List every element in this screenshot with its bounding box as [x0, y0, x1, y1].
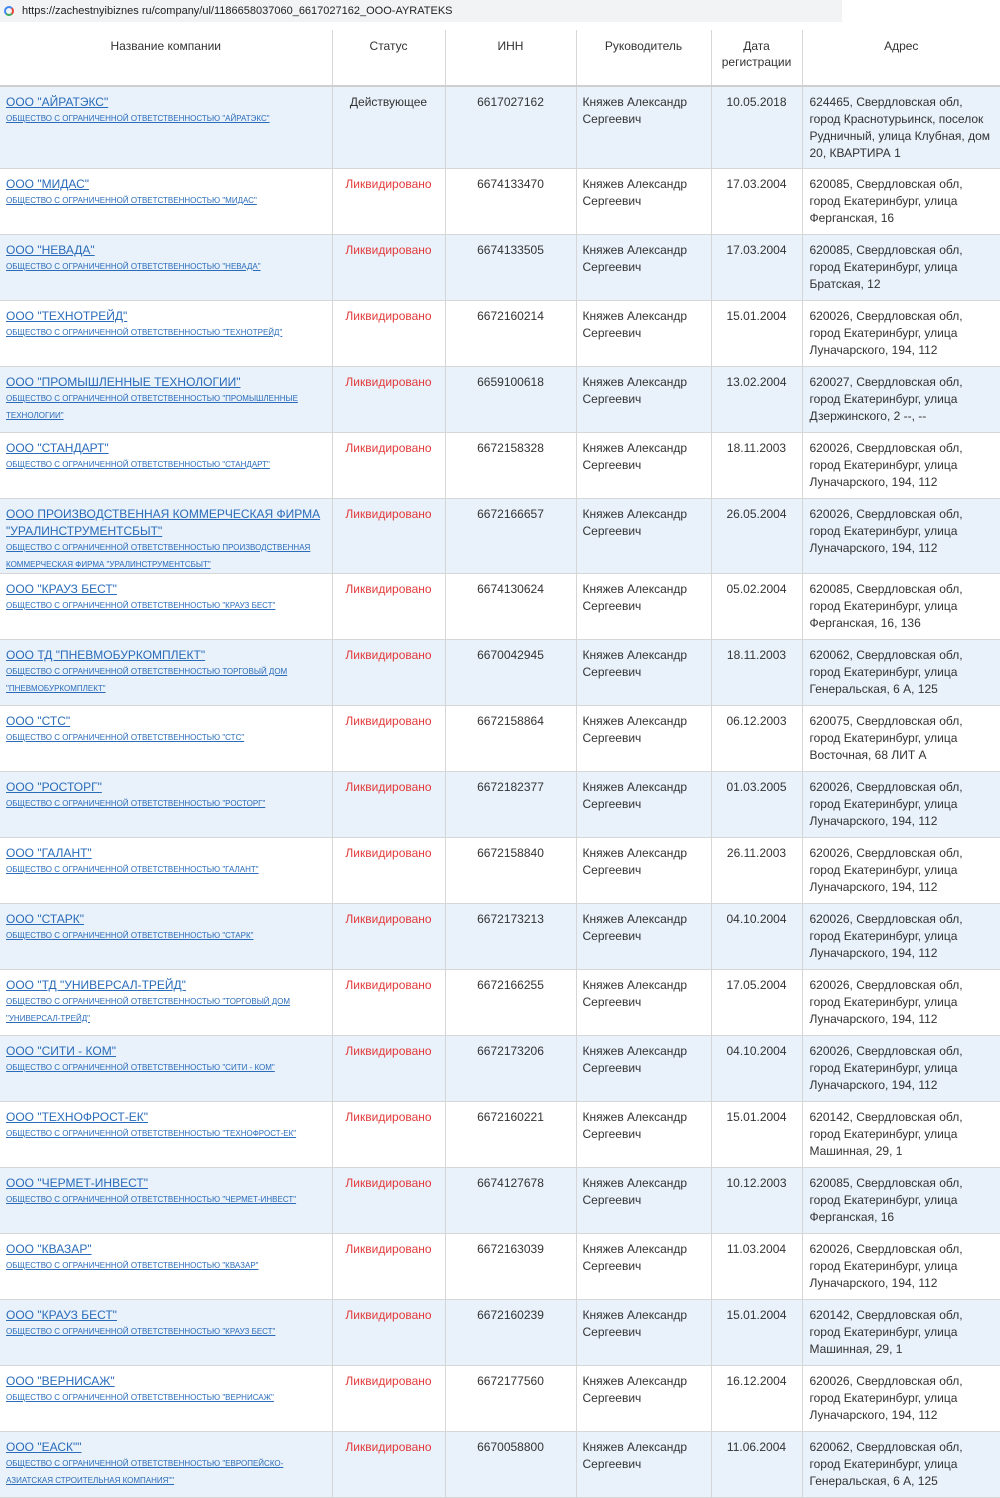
status-cell: Ликвидировано	[332, 838, 445, 904]
company-full-name-link[interactable]: ОБЩЕСТВО С ОГРАНИЧЕННОЙ ОТВЕТСТВЕННОСТЬЮ ПРОИЗВОДСТВЕННАЯ КОММЕРЧЕСКАЯ ФИРМА "УРАЛИНСТРУМЕНТСБЫТ"	[6, 543, 311, 569]
inn-cell: 6670058800	[445, 1432, 576, 1498]
column-header-status: Статус	[332, 30, 445, 86]
inn-cell: 6670042945	[445, 640, 576, 706]
head-cell: Княжев Александр Сергеевич	[576, 169, 711, 235]
status-cell: Ликвидировано	[332, 367, 445, 433]
inn-cell: 6672160214	[445, 301, 576, 367]
company-full-name-link[interactable]: ОБЩЕСТВО С ОГРАНИЧЕННОЙ ОТВЕТСТВЕННОСТЬЮ "МИДАС"	[6, 196, 257, 205]
registration-date-cell: 11.03.2004	[711, 1234, 802, 1300]
company-full-name-link[interactable]: ОБЩЕСТВО С ОГРАНИЧЕННОЙ ОТВЕТСТВЕННОСТЬЮ "ТЕХНОФРОСТ-ЕК"	[6, 1129, 297, 1138]
inn-cell: 6672160221	[445, 1102, 576, 1168]
company-name-cell	[0, 1300, 332, 1366]
company-full-name-link[interactable]: ОБЩЕСТВО С ОГРАНИЧЕННОЙ ОТВЕТСТВЕННОСТЬЮ "СИТИ - КОМ"	[6, 1063, 275, 1072]
company-name-cell	[0, 772, 332, 838]
company-short-name-link[interactable]: ООО "КРАУЗ БЕСТ"	[6, 1308, 117, 1322]
company-short-name-link[interactable]: ООО ПРОИЗВОДСТВЕННАЯ КОММЕРЧЕСКАЯ ФИРМА "УРАЛИНСТРУМЕНТСБЫТ"	[6, 507, 321, 538]
company-full-name-link[interactable]: ОБЩЕСТВО С ОГРАНИЧЕННОЙ ОТВЕТСТВЕННОСТЬЮ "ТЕХНОТРЕЙД"	[6, 328, 283, 337]
company-full-name-link[interactable]: ОБЩЕСТВО С ОГРАНИЧЕННОЙ ОТВЕТСТВЕННОСТЬЮ "КРАУЗ БЕСТ"	[6, 1327, 276, 1336]
head-cell: Княжев Александр Сергеевич	[576, 904, 711, 970]
address-cell: 620085, Свердловская обл, город Екатеринбург, улица Ферганская, 16	[802, 1168, 1000, 1234]
table-row	[0, 772, 1000, 838]
head-cell: Княжев Александр Сергеевич	[576, 574, 711, 640]
inn-cell: 6674130624	[445, 574, 576, 640]
column-header-head: Руководитель	[576, 30, 711, 86]
company-short-name-link[interactable]: ООО "АЙРАТЭКС"	[6, 95, 109, 109]
column-header-inn: ИНН	[445, 30, 576, 86]
inn-cell: 6672173213	[445, 904, 576, 970]
table-row	[0, 169, 1000, 235]
head-cell: Княжев Александр Сергеевич	[576, 1168, 711, 1234]
registration-date-cell: 04.10.2004	[711, 904, 802, 970]
table-row	[0, 1168, 1000, 1234]
inn-cell: 6672173206	[445, 1036, 576, 1102]
table-row	[0, 1234, 1000, 1300]
address-cell: 620085, Свердловская обл, город Екатеринбург, улица Ферганская, 16, 136	[802, 574, 1000, 640]
address-cell: 620142, Свердловская обл, город Екатеринбург, улица Машинная, 29, 1	[802, 1300, 1000, 1366]
company-name-cell	[0, 235, 332, 301]
registration-date-cell: 17.05.2004	[711, 970, 802, 1036]
company-full-name-link[interactable]: ОБЩЕСТВО С ОГРАНИЧЕННОЙ ОТВЕТСТВЕННОСТЬЮ "ЕВРОПЕЙСКО-АЗИАТСКАЯ СТРОИТЕЛЬНАЯ КОМПАНИЯ""	[6, 1459, 284, 1485]
address-cell: 620026, Свердловская обл, город Екатеринбург, улица Луначарского, 194, 112	[802, 970, 1000, 1036]
head-cell: Княжев Александр Сергеевич	[576, 1366, 711, 1432]
company-short-name-link[interactable]: ООО "ТЕХНОФРОСТ-ЕК"	[6, 1110, 148, 1124]
head-cell: Княжев Александр Сергеевич	[576, 1432, 711, 1498]
status-cell: Ликвидировано	[332, 904, 445, 970]
company-name-cell	[0, 970, 332, 1036]
table-row	[0, 970, 1000, 1036]
company-short-name-link[interactable]: ООО "СИТИ - КОМ"	[6, 1044, 116, 1058]
inn-cell: 6674127678	[445, 1168, 576, 1234]
inn-cell: 6672166255	[445, 970, 576, 1036]
registration-date-cell: 17.03.2004	[711, 169, 802, 235]
company-full-name-link[interactable]: ОБЩЕСТВО С ОГРАНИЧЕННОЙ ОТВЕТСТВЕННОСТЬЮ "ПРОМЫШЛЕННЫЕ ТЕХНОЛОГИИ"	[6, 394, 298, 420]
company-full-name-link[interactable]: ОБЩЕСТВО С ОГРАНИЧЕННОЙ ОТВЕТСТВЕННОСТЬЮ "ТОРГОВЫЙ ДОМ "УНИВЕРСАЛ-ТРЕЙД"	[6, 997, 291, 1023]
company-short-name-link[interactable]: ООО "СТАРК"	[6, 912, 85, 926]
address-cell: 620085, Свердловская обл, город Екатеринбург, улица Братская, 12	[802, 235, 1000, 301]
head-cell: Княжев Александр Сергеевич	[576, 367, 711, 433]
status-cell: Ликвидировано	[332, 772, 445, 838]
registration-date-cell: 06.12.2003	[711, 706, 802, 772]
company-short-name-link[interactable]: ООО ТД "ПНЕВМОБУРКОМПЛЕКТ"	[6, 648, 206, 662]
status-cell: Ликвидировано	[332, 1168, 445, 1234]
company-short-name-link[interactable]: ООО "ТЕХНОТРЕЙД"	[6, 309, 128, 323]
company-full-name-link[interactable]: ОБЩЕСТВО С ОГРАНИЧЕННОЙ ОТВЕТСТВЕННОСТЬЮ "ВЕРНИСАЖ"	[6, 1393, 274, 1402]
head-cell: Княжев Александр Сергеевич	[576, 772, 711, 838]
status-cell: Действующее	[332, 86, 445, 169]
table-row	[0, 706, 1000, 772]
company-name-cell	[0, 838, 332, 904]
company-name-cell	[0, 1168, 332, 1234]
column-header-name: Название компании	[0, 30, 332, 86]
head-cell: Княжев Александр Сергеевич	[576, 301, 711, 367]
head-cell: Княжев Александр Сергеевич	[576, 235, 711, 301]
address-cell: 624465, Свердловская обл, город Краснотурьинск, поселок Рудничный, улица Клубная, дом 20, КВАРТИРА 1	[802, 86, 1000, 169]
company-short-name-link[interactable]: ООО "НЕВАДА"	[6, 243, 95, 257]
head-cell: Княжев Александр Сергеевич	[576, 1234, 711, 1300]
address-cell: 620026, Свердловская обл, город Екатеринбург, улица Луначарского, 194, 112	[802, 433, 1000, 499]
registration-date-cell: 01.03.2005	[711, 772, 802, 838]
status-cell: Ликвидировано	[332, 1234, 445, 1300]
address-cell: 620062, Свердловская обл, город Екатеринбург, улица Генеральская, 6 А, 125	[802, 640, 1000, 706]
status-cell: Ликвидировано	[332, 1036, 445, 1102]
registration-date-cell: 10.05.2018	[711, 86, 802, 169]
company-full-name-link[interactable]: ОБЩЕСТВО С ОГРАНИЧЕННОЙ ОТВЕТСТВЕННОСТЬЮ "СТАНДАРТ"	[6, 460, 270, 469]
head-cell: Княжев Александр Сергеевич	[576, 499, 711, 574]
company-short-name-link[interactable]: ООО "СТАНДАРТ"	[6, 441, 109, 455]
registration-date-cell: 10.12.2003	[711, 1168, 802, 1234]
table-row	[0, 301, 1000, 367]
company-name-cell	[0, 904, 332, 970]
head-cell: Княжев Александр Сергеевич	[576, 86, 711, 169]
table-header	[0, 30, 1000, 86]
inn-cell: 6672158864	[445, 706, 576, 772]
company-name-cell	[0, 499, 332, 574]
inn-cell: 6672177560	[445, 1366, 576, 1432]
head-cell: Княжев Александр Сергеевич	[576, 1102, 711, 1168]
address-cell: 620027, Свердловская обл, город Екатеринбург, улица Дзержинского, 2 --, --	[802, 367, 1000, 433]
company-name-cell	[0, 1432, 332, 1498]
company-short-name-link[interactable]: ООО "ВЕРНИСАЖ"	[6, 1374, 115, 1388]
registration-date-cell: 13.02.2004	[711, 367, 802, 433]
registration-date-cell: 05.02.2004	[711, 574, 802, 640]
table-row	[0, 499, 1000, 574]
registration-date-cell: 16.12.2004	[711, 1366, 802, 1432]
company-short-name-link[interactable]: ООО "КРАУЗ БЕСТ"	[6, 582, 117, 596]
registration-date-cell: 18.11.2003	[711, 640, 802, 706]
table-row	[0, 640, 1000, 706]
company-full-name-link[interactable]: ОБЩЕСТВО С ОГРАНИЧЕННОЙ ОТВЕТСТВЕННОСТЬЮ "ЧЕРМЕТ-ИНВЕСТ"	[6, 1195, 297, 1204]
company-short-name-link[interactable]: ООО "ТД "УНИВЕРСАЛ-ТРЕЙД"	[6, 978, 186, 992]
inn-cell: 6674133505	[445, 235, 576, 301]
company-short-name-link[interactable]: ООО "ПРОМЫШЛЕННЫЕ ТЕХНОЛОГИИ"	[6, 375, 241, 389]
company-name-cell	[0, 433, 332, 499]
address-cell: 620062, Свердловская обл, город Екатеринбург, улица Генеральская, 6 А, 125	[802, 1432, 1000, 1498]
head-cell: Княжев Александр Сергеевич	[576, 970, 711, 1036]
table-row	[0, 838, 1000, 904]
table-row	[0, 1036, 1000, 1102]
table-row	[0, 86, 1000, 169]
registration-date-cell: 11.06.2004	[711, 1432, 802, 1498]
company-name-cell	[0, 169, 332, 235]
status-cell: Ликвидировано	[332, 574, 445, 640]
head-cell: Княжев Александр Сергеевич	[576, 706, 711, 772]
registration-date-cell: 15.01.2004	[711, 1300, 802, 1366]
company-name-cell	[0, 1036, 332, 1102]
registration-date-cell: 26.05.2004	[711, 499, 802, 574]
address-cell: 620026, Свердловская обл, город Екатеринбург, улица Луначарского, 194, 112	[802, 1234, 1000, 1300]
company-full-name-link[interactable]: ОБЩЕСТВО С ОГРАНИЧЕННОЙ ОТВЕТСТВЕННОСТЬЮ ТОРГОВЫЙ ДОМ "ПНЕВМОБУРКОМПЛЕКТ"	[6, 667, 288, 693]
inn-cell: 6674133470	[445, 169, 576, 235]
table-row	[0, 1102, 1000, 1168]
company-name-cell	[0, 574, 332, 640]
registration-date-cell: 15.01.2004	[711, 301, 802, 367]
registration-date-cell: 26.11.2003	[711, 838, 802, 904]
column-header-address: Адрес	[802, 30, 1000, 86]
address-cell: 620142, Свердловская обл, город Екатеринбург, улица Машинная, 29, 1	[802, 1102, 1000, 1168]
google-icon	[4, 6, 14, 16]
status-cell: Ликвидировано	[332, 169, 445, 235]
url-text[interactable]: https://zachestnyibiznes ru/company/ul/1186658037060_6617027162_OOO-AYRATEKS	[22, 5, 453, 17]
address-bar[interactable]	[0, 0, 842, 22]
company-short-name-link[interactable]: ООО "ЧЕРМЕТ-ИНВЕСТ"	[6, 1176, 148, 1190]
head-cell: Княжев Александр Сергеевич	[576, 1300, 711, 1366]
status-cell: Ликвидировано	[332, 235, 445, 301]
company-short-name-link[interactable]: ООО "ГАЛАНТ"	[6, 846, 92, 860]
status-cell: Ликвидировано	[332, 1366, 445, 1432]
company-name-cell	[0, 1234, 332, 1300]
table-row	[0, 367, 1000, 433]
company-full-name-link[interactable]: ОБЩЕСТВО С ОГРАНИЧЕННОЙ ОТВЕТСТВЕННОСТЬЮ "КВАЗАР"	[6, 1261, 259, 1270]
company-name-cell	[0, 640, 332, 706]
registration-date-cell: 04.10.2004	[711, 1036, 802, 1102]
registration-date-cell: 18.11.2003	[711, 433, 802, 499]
status-cell: Ликвидировано	[332, 1300, 445, 1366]
table-row	[0, 1432, 1000, 1498]
address-cell: 620026, Свердловская обл, город Екатеринбург, улица Луначарского, 194, 112	[802, 301, 1000, 367]
inn-cell: 6672160239	[445, 1300, 576, 1366]
registration-date-cell: 15.01.2004	[711, 1102, 802, 1168]
company-short-name-link[interactable]: ООО "СТС"	[6, 714, 71, 728]
table-row	[0, 1300, 1000, 1366]
head-cell: Княжев Александр Сергеевич	[576, 433, 711, 499]
inn-cell: 6659100618	[445, 367, 576, 433]
status-cell: Ликвидировано	[332, 301, 445, 367]
status-cell: Ликвидировано	[332, 706, 445, 772]
table-row	[0, 235, 1000, 301]
company-table	[0, 30, 1000, 1498]
table-row	[0, 574, 1000, 640]
company-full-name-link[interactable]: ОБЩЕСТВО С ОГРАНИЧЕННОЙ ОТВЕТСТВЕННОСТЬЮ "ГАЛАНТ"	[6, 865, 259, 874]
company-name-cell	[0, 706, 332, 772]
company-full-name-link[interactable]: ОБЩЕСТВО С ОГРАНИЧЕННОЙ ОТВЕТСТВЕННОСТЬЮ "СТАРК"	[6, 931, 254, 940]
address-cell: 620026, Свердловская обл, город Екатеринбург, улица Луначарского, 194, 112	[802, 772, 1000, 838]
company-name-cell	[0, 367, 332, 433]
status-cell: Ликвидировано	[332, 1432, 445, 1498]
status-cell: Ликвидировано	[332, 640, 445, 706]
address-cell: 620026, Свердловская обл, город Екатеринбург, улица Луначарского, 194, 112	[802, 838, 1000, 904]
company-name-cell	[0, 1102, 332, 1168]
company-name-cell	[0, 301, 332, 367]
company-short-name-link[interactable]: ООО "РОСТОРГ"	[6, 780, 102, 794]
head-cell: Княжев Александр Сергеевич	[576, 838, 711, 904]
company-full-name-link[interactable]: ОБЩЕСТВО С ОГРАНИЧЕННОЙ ОТВЕТСТВЕННОСТЬЮ "РОСТОРГ"	[6, 799, 266, 808]
table-row	[0, 433, 1000, 499]
status-cell: Ликвидировано	[332, 1102, 445, 1168]
address-cell: 620026, Свердловская обл, город Екатеринбург, улица Луначарского, 194, 112	[802, 499, 1000, 574]
inn-cell: 6672163039	[445, 1234, 576, 1300]
inn-cell: 6617027162	[445, 86, 576, 169]
head-cell: Княжев Александр Сергеевич	[576, 1036, 711, 1102]
status-cell: Ликвидировано	[332, 499, 445, 574]
table-row	[0, 1366, 1000, 1432]
company-short-name-link[interactable]: ООО "МИДАС"	[6, 177, 90, 191]
inn-cell: 6672158328	[445, 433, 576, 499]
company-short-name-link[interactable]: ООО "КВАЗАР"	[6, 1242, 92, 1256]
column-header-date: Дата регистрации	[711, 30, 802, 86]
status-cell: Ликвидировано	[332, 970, 445, 1036]
inn-cell: 6672166657	[445, 499, 576, 574]
company-name-cell	[0, 1366, 332, 1432]
company-full-name-link[interactable]: ОБЩЕСТВО С ОГРАНИЧЕННОЙ ОТВЕТСТВЕННОСТЬЮ "НЕВАДА"	[6, 262, 261, 271]
address-cell: 620075, Свердловская обл, город Екатеринбург, улица Восточная, 68 ЛИТ А	[802, 706, 1000, 772]
company-full-name-link[interactable]: ОБЩЕСТВО С ОГРАНИЧЕННОЙ ОТВЕТСТВЕННОСТЬЮ "АЙРАТЭКС"	[6, 114, 270, 123]
registration-date-cell: 17.03.2004	[711, 235, 802, 301]
address-cell: 620026, Свердловская обл, город Екатеринбург, улица Луначарского, 194, 112	[802, 1036, 1000, 1102]
table-row	[0, 904, 1000, 970]
head-cell: Княжев Александр Сергеевич	[576, 640, 711, 706]
address-cell: 620026, Свердловская обл, город Екатеринбург, улица Луначарского, 194, 112	[802, 1366, 1000, 1432]
company-full-name-link[interactable]: ОБЩЕСТВО С ОГРАНИЧЕННОЙ ОТВЕТСТВЕННОСТЬЮ "КРАУЗ БЕСТ"	[6, 601, 276, 610]
inn-cell: 6672182377	[445, 772, 576, 838]
company-full-name-link[interactable]: ОБЩЕСТВО С ОГРАНИЧЕННОЙ ОТВЕТСТВЕННОСТЬЮ "СТС"	[6, 733, 245, 742]
status-cell: Ликвидировано	[332, 433, 445, 499]
company-short-name-link[interactable]: ООО "ЕАСК""	[6, 1440, 82, 1454]
company-name-cell	[0, 86, 332, 169]
address-cell: 620085, Свердловская обл, город Екатеринбург, улица Ферганская, 16	[802, 169, 1000, 235]
inn-cell: 6672158840	[445, 838, 576, 904]
address-cell: 620026, Свердловская обл, город Екатеринбург, улица Луначарского, 194, 112	[802, 904, 1000, 970]
